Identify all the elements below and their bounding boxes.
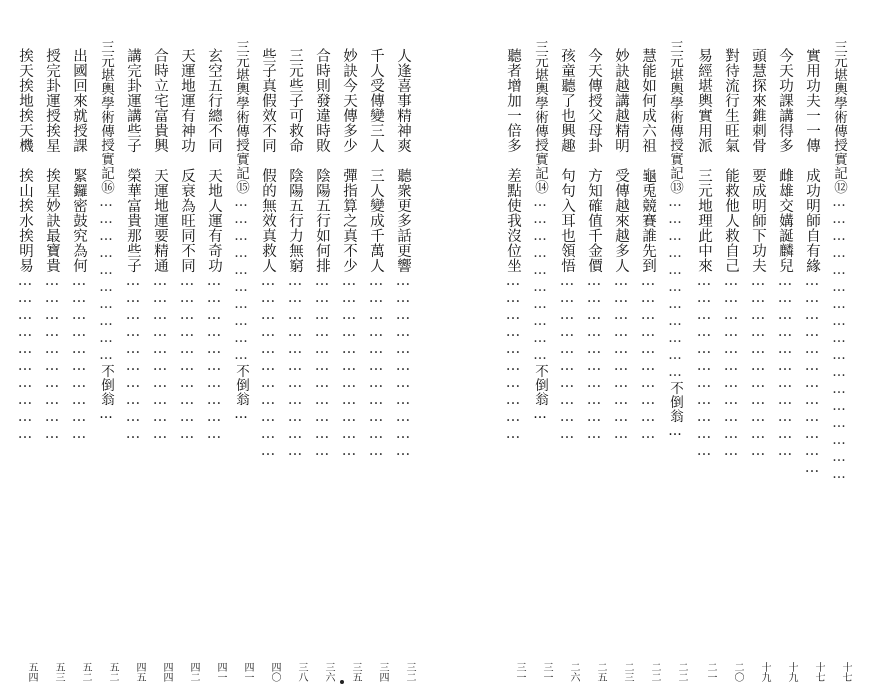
page-number: 三四 xyxy=(377,662,388,682)
toc-entry: 千人受傳變三人 三人變成千萬人…………………………… xyxy=(368,48,384,460)
toc-entry: 慧能如何成六祖 龜兎競賽誰先到………………………… xyxy=(640,48,656,443)
toc-entry: 聽者增加一倍多 差點使我沒位坐………………………… xyxy=(505,48,521,443)
page-number: 三六 xyxy=(323,662,334,682)
page-number: 四二 xyxy=(188,662,199,682)
toc-entry: 三元些子可救命 陰陽五行力無窮…………………………… xyxy=(287,48,303,460)
toc-entry: 妙訣今天傳多少 彈指算之真不少…………………………… xyxy=(341,48,357,460)
page-number: 三五 xyxy=(350,662,361,682)
toc-entry: 挨天挨地挨天機 挨山挨水挨明易………………………… xyxy=(17,48,33,443)
page-number: 三八 xyxy=(296,662,307,682)
page-number: 四一 xyxy=(242,662,253,682)
page-number: 十九 xyxy=(759,662,770,682)
toc-entry: 合時則發違時敗 陰陽五行如何排…………………………… xyxy=(314,48,330,460)
page-number: 二一 xyxy=(705,662,716,682)
page-number: 四〇 xyxy=(269,662,280,682)
page-number: 三一 xyxy=(541,662,552,682)
toc-entry: 妙訣越講越精明 受傳越來越多人………………………… xyxy=(613,48,629,443)
toc-entry: 今天功課講得多 雌雄交媾誕麟兒…………………………… xyxy=(777,48,793,460)
toc-entry: 易經堪輿實用派 三元地理此中來…………………………… xyxy=(696,48,712,460)
page-number: 五四 xyxy=(26,662,37,682)
toc-entry: 些子真假效不同 假的無效真救人…………………………… xyxy=(260,48,276,460)
toc-entry: 講完卦運講些子 榮華富貴那些子………………………… xyxy=(125,48,141,443)
page-number: 三一 xyxy=(514,662,525,682)
page-number: 四五 xyxy=(134,662,145,682)
toc-entry: 人逢喜事精神爽 聽衆更多話更響…………………………… xyxy=(395,48,411,460)
scan-mark xyxy=(340,680,344,684)
toc-heading: 三元堪輿學術傳授實記⑬……………………………不倒翁… xyxy=(667,40,683,440)
page-number: 二二 xyxy=(676,662,687,682)
page-number: 十九 xyxy=(786,662,797,682)
toc-entry: 授完卦運授挨星 挨星妙訣最寶貴………………………… xyxy=(44,48,60,443)
page-number: 四四 xyxy=(161,662,172,682)
page-number: 三二 xyxy=(404,662,415,682)
toc-heading: 三元堪輿學術傳授實記⑯…………………………不倒翁… xyxy=(98,40,114,423)
page-number: 十七 xyxy=(813,662,824,682)
page-number: 五二 xyxy=(80,662,91,682)
page-number: 二五 xyxy=(595,662,606,682)
toc-entry: 對待流行生旺氣 能救他人救自己…………………………… xyxy=(723,48,739,460)
page-number: 四一 xyxy=(215,662,226,682)
toc-entry: 實用功夫一一傳 成功明師自有緣……………………………… xyxy=(804,48,820,477)
toc-entry: 天運地運有神功 反衰為旺同不同………………………… xyxy=(179,48,195,443)
page-number: 二〇 xyxy=(732,662,743,682)
page-number: 五二 xyxy=(107,662,118,682)
toc-entry: 玄空五行總不同 天地人運有奇功………………………… xyxy=(206,48,222,443)
toc-entry: 出國回來就授課 緊鑼密鼓究為何………………………… xyxy=(71,48,87,443)
toc-entry: 今天傳授父母卦 方知確值千金價………………………… xyxy=(586,48,602,443)
page-number: 二六 xyxy=(568,662,579,682)
page-number: 五三 xyxy=(53,662,64,682)
page-number: 二三 xyxy=(622,662,633,682)
page-number: 二二 xyxy=(649,662,660,682)
toc-heading: 三元堪輿學術傳授實記⑫…………………………………………… xyxy=(831,40,847,483)
toc-heading: 三元堪輿學術傳授實記⑭…………………………不倒翁… xyxy=(532,40,548,423)
toc-heading: 三元堪輿學術傳授實記⑮…………………………不倒翁… xyxy=(233,40,249,423)
toc-entry: 孩童聽了也興趣 句句入耳也領悟………………………… xyxy=(559,48,575,443)
page-number: 十七 xyxy=(840,662,851,682)
toc-entry: 合時立宅富貴興 天運地運要精通………………………… xyxy=(152,48,168,443)
toc-entry: 頭慧探來錐刺骨 要成明師下功夫…………………………… xyxy=(750,48,766,460)
